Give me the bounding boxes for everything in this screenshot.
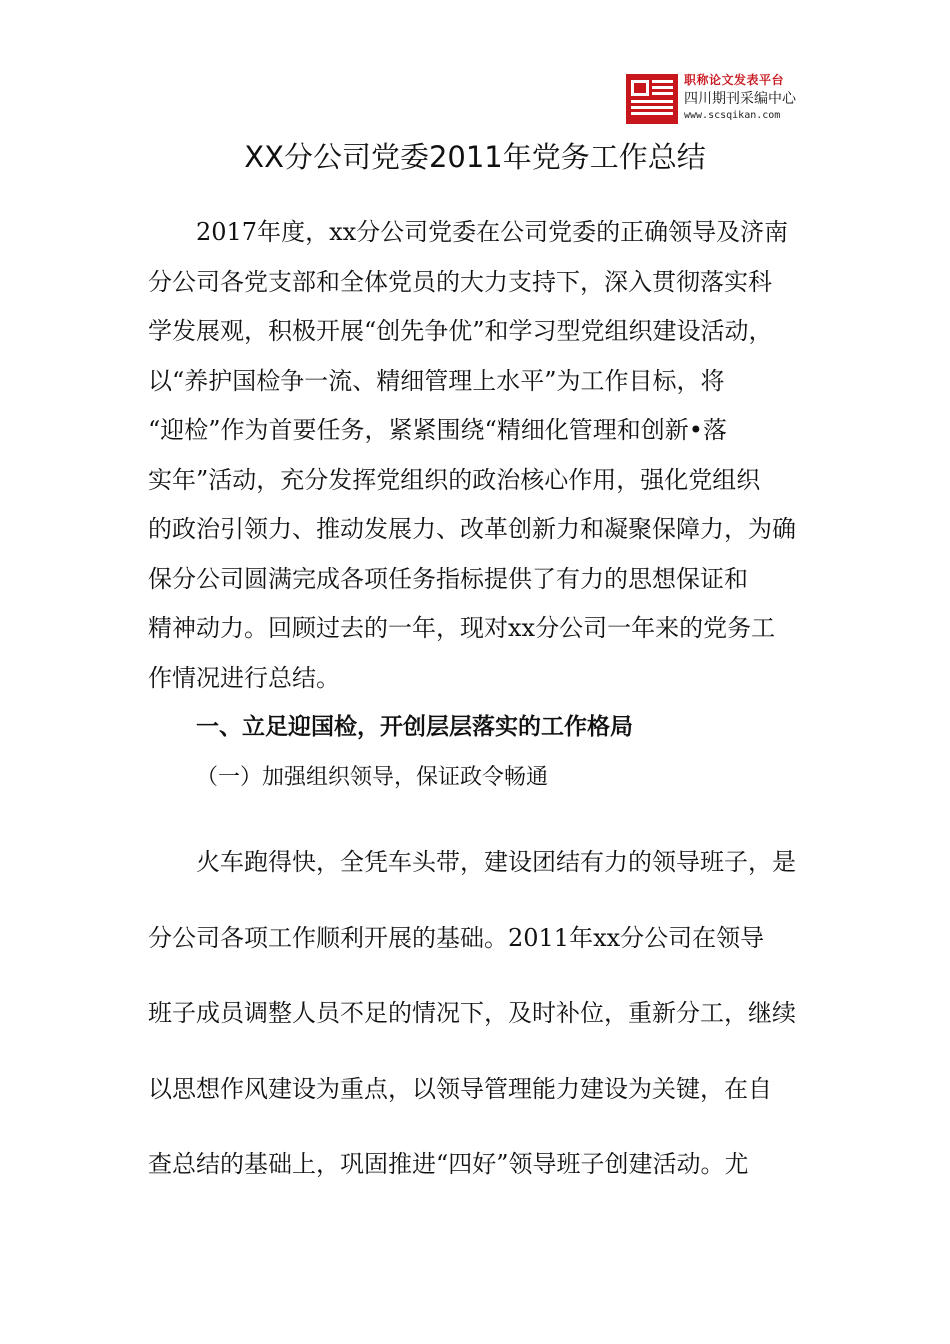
logo-slogan: 职称论文发表平台 <box>684 73 785 87</box>
document-body-continued <box>148 825 808 1203</box>
body-line: 实年”活动，充分发挥党组织的政治核心作用，强化党组织 <box>148 465 761 494</box>
document-body <box>148 208 808 802</box>
body-line: 保分公司圆满完成各项任务指标提供了有力的思想保证和 <box>148 564 748 593</box>
publisher-logo <box>626 72 811 128</box>
body-line: 学发展观，积极开展“创先争优”和学习型党组织建设活动， <box>148 317 773 345</box>
document-title: XX分公司党委2011年党务工作总结 <box>244 140 706 174</box>
logo-org-name: 四川期刊采编中心 <box>684 91 796 107</box>
body-line: 的政治引领力、推动发展力、改革创新力和凝聚保障力，为确 <box>148 515 796 543</box>
body-line: 查总结的基础上，巩固推进“四好”领导班子创建活动。尤 <box>148 1150 749 1178</box>
body-line: 分公司各项工作顺利开展的基础。2011年xx分公司在领导 <box>148 923 765 952</box>
body-line: 分公司各党支部和全体党员的大力支持下，深入贯彻落实科 <box>148 267 772 296</box>
body-line: 火车跑得快，全凭车头带，建设团结有力的领导班子，是 <box>196 848 796 876</box>
body-line: “迎检”作为首要任务，紧紧围绕“精细化管理和创新•落 <box>148 416 727 444</box>
logo-url: www.scsqikan.com <box>684 110 781 121</box>
body-line: 班子成员调整人员不足的情况下，及时补位，重新分工，继续 <box>148 999 796 1027</box>
body-line: 2017年度，xx分公司党委在公司党委的正确领导及济南 <box>196 218 789 246</box>
body-line: 以思想作风建设为重点，以领导管理能力建设为关键，在自 <box>148 1074 772 1103</box>
section-heading: 一、立足迎国检，开创层层落实的工作格局 <box>196 714 633 740</box>
body-line: 精神动力。回顾过去的一年，现对xx分公司一年来的党务工 <box>148 614 776 642</box>
logo-text <box>684 72 812 123</box>
body-line: 以“养护国检争一流、精细管理上水平”为工作目标，将 <box>148 366 725 395</box>
body-line: 作情况进行总结。 <box>148 663 340 692</box>
newspaper-icon <box>626 74 678 124</box>
subsection-heading: （一）加强组织领导，保证政令畅通 <box>196 764 549 790</box>
